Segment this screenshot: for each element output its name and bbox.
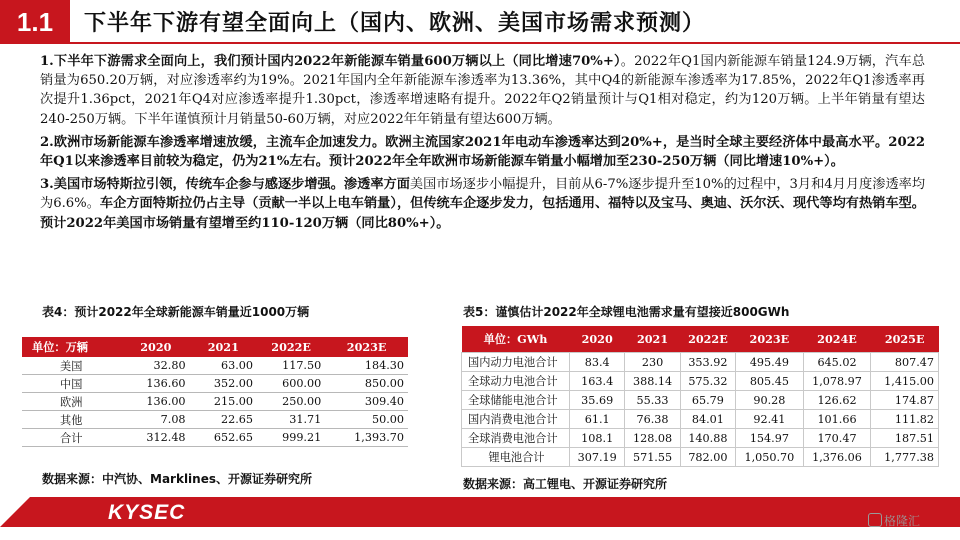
table-cell: 1,376.06 (803, 448, 871, 467)
table-cell: 35.69 (570, 391, 625, 410)
table-cell: 807.47 (871, 353, 939, 372)
table-cell: 600.00 (257, 375, 325, 393)
table5-caption: 表5：谨慎估计2022年全球锂电池需求量有望接近800GWh (463, 305, 790, 319)
table-cell: 999.21 (257, 429, 325, 447)
kysec-logo: KYSEC (108, 501, 186, 524)
table-cell: 187.51 (871, 429, 939, 448)
table-cell: 163.4 (570, 372, 625, 391)
table5 (461, 326, 939, 467)
table-row (22, 429, 408, 447)
paragraph-1-text: 。2022年Q1国内新能源车销量124.9万辆，汽车总销量为650.20万辆，对应渗透率约为19%。2021年国内全年新能源车渗透率为13.36%，其中Q4的新能源车渗透率为17.85%，2022年Q1渗透率再次提升1.36pct，2021年Q4对应渗透率提升1.30pct，渗透率增速略有提升。2022年Q2销量预计与Q1相对稳定，约为120万辆。上半年销量有望达240-250万辆。下半年谨慎预计月销量50-60万辆，对应2022年年销量有望达600万辆。 (40, 54, 926, 127)
table-cell: 7.08 (122, 411, 189, 429)
table-row (462, 391, 939, 410)
paragraph-3 (40, 175, 925, 233)
table4 (22, 337, 408, 447)
table-cell: 1,393.70 (325, 429, 408, 447)
paragraph-3-text: 美国市场逐步小幅提升，目前从6-7%逐步提升至10%的过程中，3月和4月月度渗透率均为6.6%。 (40, 177, 926, 212)
table4-header-cell: 2020 (122, 337, 189, 357)
table-cell: 154.97 (736, 429, 804, 448)
table-cell: 495.49 (736, 353, 804, 372)
paragraph-3-bold-2: 车企方面特斯拉仍占主导（贡献一半以上电车销量），但传统车企逐步发力，包括通用、福特以及宝马、奥迪、沃尔沃、现代等均有热销车型。预计2022年美国市场销量有望增至约110-120万辆（同比80%+）。 (40, 196, 925, 231)
table-cell: 126.62 (803, 391, 871, 410)
table-cell: 250.00 (257, 393, 325, 411)
table-cell: 111.82 (871, 410, 939, 429)
table-cell: 22.65 (190, 411, 257, 429)
table4-header-cell: 单位：万辆 (22, 337, 122, 357)
table-cell: 1,078.97 (803, 372, 871, 391)
table5-header-cell: 2020 (570, 326, 625, 353)
table-cell: 全球消费电池合计 (462, 429, 570, 448)
table-cell: 国内动力电池合计 (462, 353, 570, 372)
table-cell: 锂电池合计 (462, 448, 570, 467)
table-cell: 欧洲 (22, 393, 122, 411)
table-row (462, 353, 939, 372)
table-cell: 其他 (22, 411, 122, 429)
page-title: 下半年下游有望全面向上（国内、欧洲、美国市场需求预测） (84, 11, 706, 36)
table-cell: 92.41 (736, 410, 804, 429)
table-row (462, 372, 939, 391)
table-cell: 312.48 (122, 429, 189, 447)
table-cell: 65.79 (680, 391, 735, 410)
table-cell: 309.40 (325, 393, 408, 411)
table-cell: 全球储能电池合计 (462, 391, 570, 410)
table-cell: 136.60 (122, 375, 189, 393)
table5-header-row (462, 326, 939, 353)
table-cell: 61.1 (570, 410, 625, 429)
table-cell: 353.92 (680, 353, 735, 372)
table-cell: 国内消费电池合计 (462, 410, 570, 429)
header-divider (70, 42, 960, 44)
table-cell: 90.28 (736, 391, 804, 410)
table-cell: 128.08 (625, 429, 680, 448)
table-cell: 170.47 (803, 429, 871, 448)
watermark-text: 格隆汇 (883, 514, 920, 528)
table-row (22, 393, 408, 411)
table-cell: 合计 (22, 429, 122, 447)
footer-wedge (0, 497, 30, 527)
table-cell: 805.45 (736, 372, 804, 391)
table-cell: 中国 (22, 375, 122, 393)
table-cell: 140.88 (680, 429, 735, 448)
table4-header-cell: 2022E (257, 337, 325, 357)
paragraph-3-bold: 3.美国市场特斯拉引领，传统车企参与感逐步增强。渗透率方面 (40, 177, 410, 193)
table-cell: 136.00 (122, 393, 189, 411)
table-cell: 850.00 (325, 375, 408, 393)
table4-header-row (22, 337, 408, 357)
table-cell: 782.00 (680, 448, 735, 467)
body-text (40, 52, 925, 237)
table-cell: 645.02 (803, 353, 871, 372)
table5-header-cell: 单位：GWh (462, 326, 570, 353)
table-cell: 55.33 (625, 391, 680, 410)
table-cell: 1,415.00 (871, 372, 939, 391)
table-cell: 575.32 (680, 372, 735, 391)
table-cell: 50.00 (325, 411, 408, 429)
table-cell: 美国 (22, 357, 122, 375)
paragraph-2-bold: 2.欧洲市场新能源车渗透率增速放缓，主流车企加速发力。欧洲主流国家2021年电动车渗透率达到20%+，是当时全球主要经济体中最高水平。2022年Q1以来渗透率目前较为稳定，仍为21%左右。预计2022年全年欧洲市场新能源车销量小幅增加至230-250万辆（同比增速10%+）。 (40, 134, 925, 170)
table-row (22, 375, 408, 393)
table-row (462, 448, 939, 467)
table4-header-cell: 2023E (325, 337, 408, 357)
table4-source: 数据来源：中汽协、Marklines、开源证券研究所 (42, 472, 312, 486)
table-cell: 1,777.38 (871, 448, 939, 467)
table-cell: 63.00 (190, 357, 257, 375)
table-cell: 全球动力电池合计 (462, 372, 570, 391)
table-cell: 307.19 (570, 448, 625, 467)
table-cell: 31.71 (257, 411, 325, 429)
table-cell: 32.80 (122, 357, 189, 375)
table-cell: 174.87 (871, 391, 939, 410)
table5-header-cell: 2024E (803, 326, 871, 353)
table-cell: 117.50 (257, 357, 325, 375)
table-cell: 84.01 (680, 410, 735, 429)
table-cell: 83.4 (570, 353, 625, 372)
table-row (462, 410, 939, 429)
table-cell: 1,050.70 (736, 448, 804, 467)
table5-header-cell: 2025E (871, 326, 939, 353)
table5-header-cell: 2022E (680, 326, 735, 353)
table-cell: 652.65 (190, 429, 257, 447)
paragraph-1-bold: 1.下半年下游需求全面向上，我们预计国内2022年新能源车销量600万辆以上（同比增速70%+） (40, 54, 621, 69)
watermark (868, 512, 920, 529)
table-cell: 101.66 (803, 410, 871, 429)
table-cell: 571.55 (625, 448, 680, 467)
paragraph-2 (40, 133, 925, 171)
table5-header-cell: 2023E (736, 326, 804, 353)
table-row (22, 357, 408, 375)
table4-header-cell: 2021 (190, 337, 257, 357)
section-number: 1.1 (0, 0, 70, 44)
table4-caption: 表4：预计2022年全球新能源车销量近1000万辆 (42, 305, 310, 319)
table-row (22, 411, 408, 429)
table-cell: 184.30 (325, 357, 408, 375)
table-cell: 76.38 (625, 410, 680, 429)
table-cell: 352.00 (190, 375, 257, 393)
table-cell: 108.1 (570, 429, 625, 448)
table-cell: 230 (625, 353, 680, 372)
table5-source: 数据来源：高工锂电、开源证券研究所 (463, 477, 668, 491)
paragraph-1 (40, 52, 925, 129)
table-row (462, 429, 939, 448)
table5-header-cell: 2021 (625, 326, 680, 353)
table-cell: 215.00 (190, 393, 257, 411)
table-cell: 388.14 (625, 372, 680, 391)
watermark-icon (868, 513, 882, 527)
